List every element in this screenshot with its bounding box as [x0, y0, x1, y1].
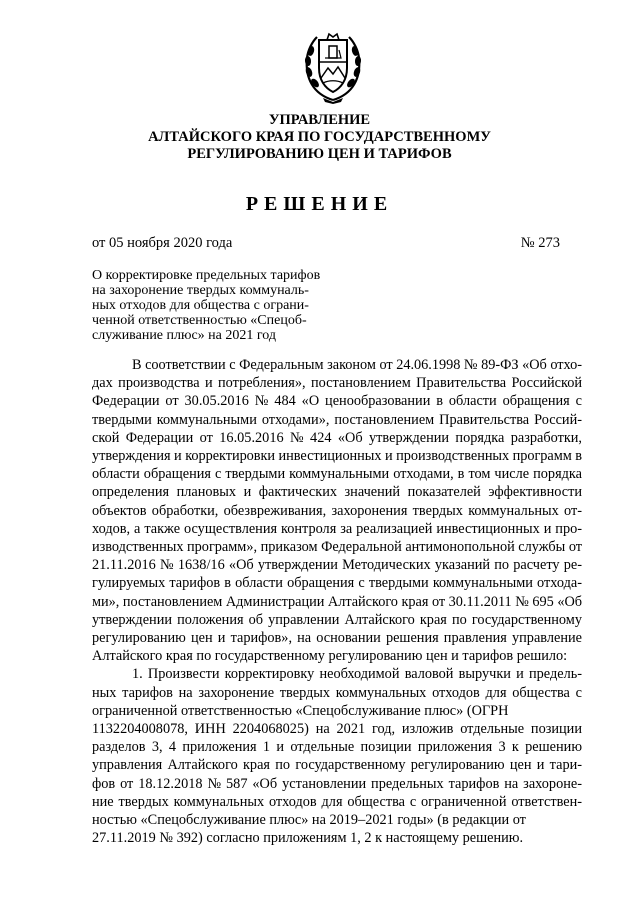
- body-line: утверждения и корректировки инвестиционных и производственных программ в: [92, 448, 582, 465]
- body-line: ностью «Спецобслуживание плюс» на 2019–2021 годы» (в редакции от: [92, 812, 526, 829]
- body-line: ние твердых коммунальных отходов для общества с ограниченной ответствен-: [92, 793, 582, 810]
- coat-of-arms-emblem: [301, 28, 365, 104]
- subject-line: ных отходов для общества с ограни-: [92, 298, 309, 313]
- body-line: дах производства и потребления», постановлением Правительства Российской: [92, 375, 582, 392]
- body-line: твердыми коммунальными отходами», постановлением Правительства Россий-: [92, 411, 582, 428]
- subject-line: на захоронение твердых коммуналь-: [92, 283, 309, 298]
- document-title: РЕШЕНИЕ: [245, 193, 394, 215]
- body-line: ходов, а также осуществления контроля за реализацией инвестиционных и про-: [92, 520, 582, 537]
- authority-line: АЛТАЙСКОГО КРАЯ ПО ГОСУДАРСТВЕННОМУ: [148, 129, 491, 145]
- document-number: № 273: [520, 235, 560, 251]
- body-line: Алтайского края по государственному регулированию цен и тарифов решило:: [92, 648, 568, 665]
- subject-line: О корректировке предельных тарифов: [92, 268, 321, 283]
- body-line: объектов обработки, обезвреживания, захоронения твердых коммунальных от-: [92, 502, 582, 519]
- authority-line: РЕГУЛИРОВАНИЮ ЦЕН И ТАРИФОВ: [187, 146, 452, 162]
- body-line: определения плановых и фактических значений показателей эффективности: [92, 484, 582, 501]
- body-line: ской Федерации от 16.05.2016 № 424 «Об утверждении порядка разработки,: [92, 429, 582, 446]
- body-line: 1. Произвести корректировку необходимой валовой выручки и предель-: [132, 666, 582, 683]
- body-line: 21.11.2016 № 1638/16 «Об утверждении Методических указаний по расчету ре-: [92, 557, 582, 574]
- issuing-authority: [0, 112, 639, 163]
- subject-line: служивание плюс» на 2021 год: [92, 328, 276, 343]
- document-date: от 05 ноября 2020 года: [92, 235, 233, 251]
- body-line: изводственных программ», приказом Федеральной антимонопольной службы от: [92, 539, 582, 556]
- body-line: 27.11.2019 № 392) согласно приложениям 1, 2 к настоящему решению.: [92, 830, 524, 847]
- body-line: регулированию цен и тарифов», на основании решения правления управление: [92, 630, 582, 647]
- document-subject: [92, 268, 340, 343]
- body-line: фов от 18.12.2018 № 587 «Об установлении предельных тарифов на захороне-: [92, 775, 582, 792]
- body-line: В соответствии с Федеральным законом от 24.06.1998 № 89-ФЗ «Об отхо-: [132, 357, 582, 373]
- body-line: Федерации от 30.05.2016 № 484 «О ценообразовании в области обращения с: [92, 393, 582, 410]
- body-line: гулируемых тарифов в области обращения с твердыми коммунальными отхода-: [92, 575, 582, 592]
- body-line: разделов 3, 4 приложения 1 и отдельные позиции приложения 3 к решению: [92, 739, 582, 756]
- authority-line: УПРАВЛЕНИЕ: [268, 112, 371, 128]
- body-line: управления Алтайского края по государственному регулированию цен и тари-: [92, 757, 582, 774]
- body-line: ных тарифов на захоронение твердых коммунальных отходов для общества с: [92, 684, 582, 701]
- body-line: 1132204008078, ИНН 2204068025) на 2021 год, изложив отдельные позиции: [92, 721, 582, 738]
- body-line: ми», постановлением Администрации Алтайского края от 30.11.2011 № 695 «Об: [92, 593, 582, 610]
- body-line: области обращения с твердыми коммунальными отходами, в том числе порядка: [92, 466, 582, 483]
- document-body: [92, 356, 582, 847]
- body-line: ограниченной ответственностью «Спецобслуживание плюс» (ОГРН: [92, 702, 509, 719]
- body-line: утверждении положения об управлении Алтайского края по государственному: [92, 611, 582, 628]
- subject-line: ченной ответственностью «Спецоб-: [92, 313, 307, 328]
